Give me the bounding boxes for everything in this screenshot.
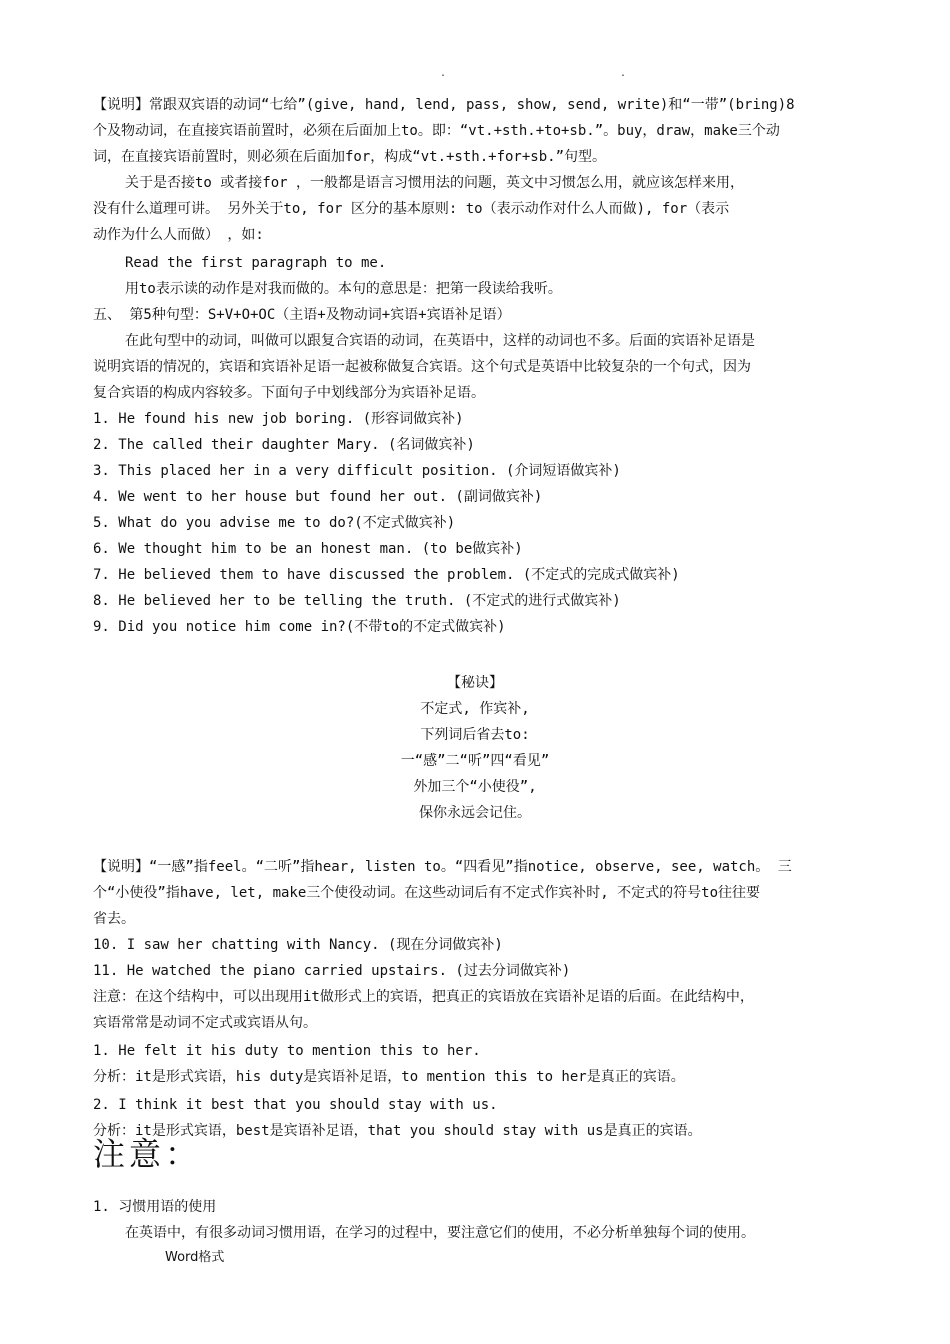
text-line: 关于是否接to 或者接for ，一般都是语言习惯用法的问题，英文中习惯怎么用，就应该怎样来用，: [125, 175, 744, 191]
text-line: 9. Did you notice him come in?(不带to的不定式做宾补): [93, 619, 506, 635]
text-line: 7. He believed them to have discussed the problem. (不定式的完成式做宾补): [93, 567, 680, 583]
text-line: 【秘诀】: [447, 675, 503, 691]
text-line: 1. He found his new job boring. (形容词做宾补): [93, 411, 464, 427]
text-line: 用to表示读的动作是对我而做的。本句的意思是：把第一段读给我听。: [125, 281, 562, 297]
text-line: 省去。: [93, 911, 135, 927]
text-line: 1. 习惯用语的使用: [93, 1199, 217, 1215]
text-line: 下列词后省去to:: [420, 727, 530, 743]
text-line: 2. The called their daughter Mary. (名词做宾补): [93, 437, 475, 453]
text-line: Read the first paragraph to me.: [125, 255, 387, 271]
text-line: 说明宾语的情况的，宾语和宾语补足语一起被称做复合宾语。这个句式是英语中比较复杂的一个句式，因为: [93, 359, 751, 375]
text-line: 在英语中，有很多动词习惯用语，在学习的过程中，要注意它们的使用，不必分析单独每个词的使用。: [125, 1225, 755, 1241]
text-line: 8. He believed her to be telling the truth. (不定式的进行式做宾补): [93, 593, 621, 609]
text-line: 词，在直接宾语前置时，则必须在后面加for，构成“vt.+sth.+for+sb.”句型。: [93, 149, 607, 165]
text-line: 4. We went to her house but found her out. (副词做宾补): [93, 489, 543, 505]
text-line: 动作为什么人而做） ，如:: [93, 227, 264, 243]
text-line: 没有什么道理可讲。 另外关于to, for 区分的基本原则: to（表示动作对什么人而做), for（表示: [93, 201, 730, 217]
text-line: 分析：it是形式宾语，his duty是宾语补足语，to mention this to her是真正的宾语。: [93, 1069, 685, 1085]
text-line: 注意：: [93, 1135, 202, 1173]
text-line: 11. He watched the piano carried upstairs. (过去分词做宾补): [93, 963, 571, 979]
text-line: 3. This placed her in a very difficult position. (介词短语做宾补): [93, 463, 621, 479]
header-dots: . .: [440, 68, 711, 79]
text-line: 注意：在这个结构中，可以出现用it做形式上的宾语，把真正的宾语放在宾语补足语的后面。在此结构中，: [93, 989, 754, 1005]
footer-label: Word格式: [165, 1250, 225, 1265]
text-line: 五、 第5种句型：S+V+O+OC（主语+及物动词+宾语+宾语补足语）: [93, 307, 511, 323]
text-line: 2. I think it best that you should stay with us.: [93, 1097, 498, 1113]
text-line: 个“小使役”指have, let, make三个使役动词。在这些动词后有不定式作宾补时, 不定式的符号to往往要: [93, 885, 761, 901]
text-line: 1. He felt it his duty to mention this to her.: [93, 1043, 481, 1059]
text-line: 【说明】常跟双宾语的动词“七给”(give, hand, lend, pass, show, send, write)和“一带”(bring)8: [93, 97, 795, 113]
text-line: 个及物动词，在直接宾语前置时，必须在后面加上to。即：“vt.+sth.+to+sb.”。buy，draw，make三个动: [93, 123, 780, 139]
text-line: 宾语常常是动词不定式或宾语从句。: [93, 1015, 317, 1031]
text-line: 不定式, 作宾补,: [420, 701, 530, 717]
text-line: 【说明】“一感”指feel。“二听”指hear, listen to。“四看见”指notice, observe, see, watch。 三: [93, 859, 792, 875]
text-line: 6. We thought him to be an honest man. (to be做宾补): [93, 541, 523, 557]
text-line: 10. I saw her chatting with Nancy. (现在分词做宾补): [93, 937, 503, 953]
text-line: 5. What do you advise me to do?(不定式做宾补): [93, 515, 456, 531]
text-line: 复合宾语的构成内容较多。下面句子中划线部分为宾语补足语。: [93, 385, 485, 401]
text-line: 在此句型中的动词，叫做可以跟复合宾语的动词，在英语中，这样的动词也不多。后面的宾语补足语是: [125, 333, 755, 349]
text-line: 一“感”二“听”四“看见”: [400, 753, 550, 769]
text-line: 分析：it是形式宾语，best是宾语补足语，that you should stay with us是真正的宾语。: [93, 1123, 702, 1139]
text-line: 保你永远会记住。: [419, 805, 531, 821]
text-line: 外加三个“小使役”,: [413, 779, 537, 795]
